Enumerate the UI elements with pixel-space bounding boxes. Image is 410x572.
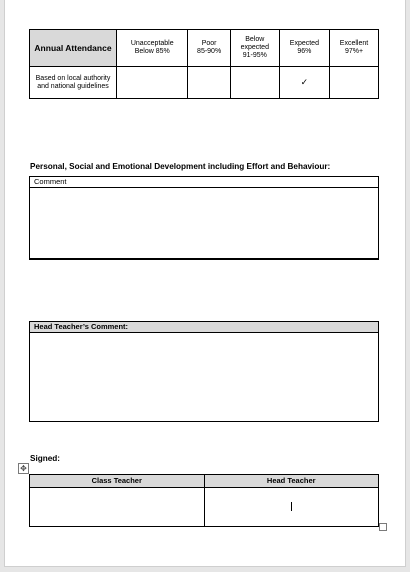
attendance-title[interactable]: Annual Attendance xyxy=(30,30,117,67)
check-mark-icon: ✓ xyxy=(300,76,309,87)
attendance-cell-unacceptable[interactable] xyxy=(117,67,188,99)
document-page xyxy=(4,0,406,567)
head-teacher-signature-cell[interactable] xyxy=(204,488,379,527)
head-teacher-header[interactable]: Head Teacher xyxy=(204,475,379,488)
attendance-cell-below-expected[interactable] xyxy=(230,67,279,99)
text-cursor xyxy=(291,502,292,511)
attendance-header-row xyxy=(30,30,379,67)
attendance-col-expected[interactable]: Expected 96% xyxy=(279,30,329,67)
attendance-col-excellent[interactable]: Excellent 97%+ xyxy=(329,30,378,67)
signature-header-row xyxy=(30,475,379,488)
attendance-col-unacceptable[interactable]: Unacceptable Below 85% xyxy=(117,30,188,67)
attendance-col-poor[interactable]: Poor 85-90% xyxy=(188,30,230,67)
attendance-cell-excellent[interactable] xyxy=(329,67,378,99)
attendance-value-row xyxy=(30,67,379,99)
table-move-handle-icon[interactable]: ✥ xyxy=(18,463,29,474)
head-teacher-comment-box[interactable] xyxy=(29,321,379,422)
table-resize-handle-icon[interactable] xyxy=(379,523,387,531)
attendance-row-label[interactable]: Based on local authority and national guidelines xyxy=(30,67,117,99)
attendance-cell-expected[interactable] xyxy=(279,67,329,99)
signed-heading: Signed: xyxy=(30,454,61,463)
comment-label: Comment xyxy=(30,177,378,188)
psed-heading: Personal, Social and Emotional Development including Effort and Behaviour: xyxy=(30,162,331,171)
psed-comment-box[interactable] xyxy=(29,176,379,260)
head-teacher-comment-label: Head Teacher’s Comment: xyxy=(30,322,378,333)
class-teacher-signature-cell[interactable] xyxy=(30,488,205,527)
signature-table xyxy=(29,474,379,527)
attendance-cell-poor[interactable] xyxy=(188,67,230,99)
attendance-table xyxy=(29,29,379,99)
class-teacher-header[interactable]: Class Teacher xyxy=(30,475,205,488)
attendance-col-below-expected[interactable]: Below expected 91-95% xyxy=(230,30,279,67)
signature-body-row xyxy=(30,488,379,527)
